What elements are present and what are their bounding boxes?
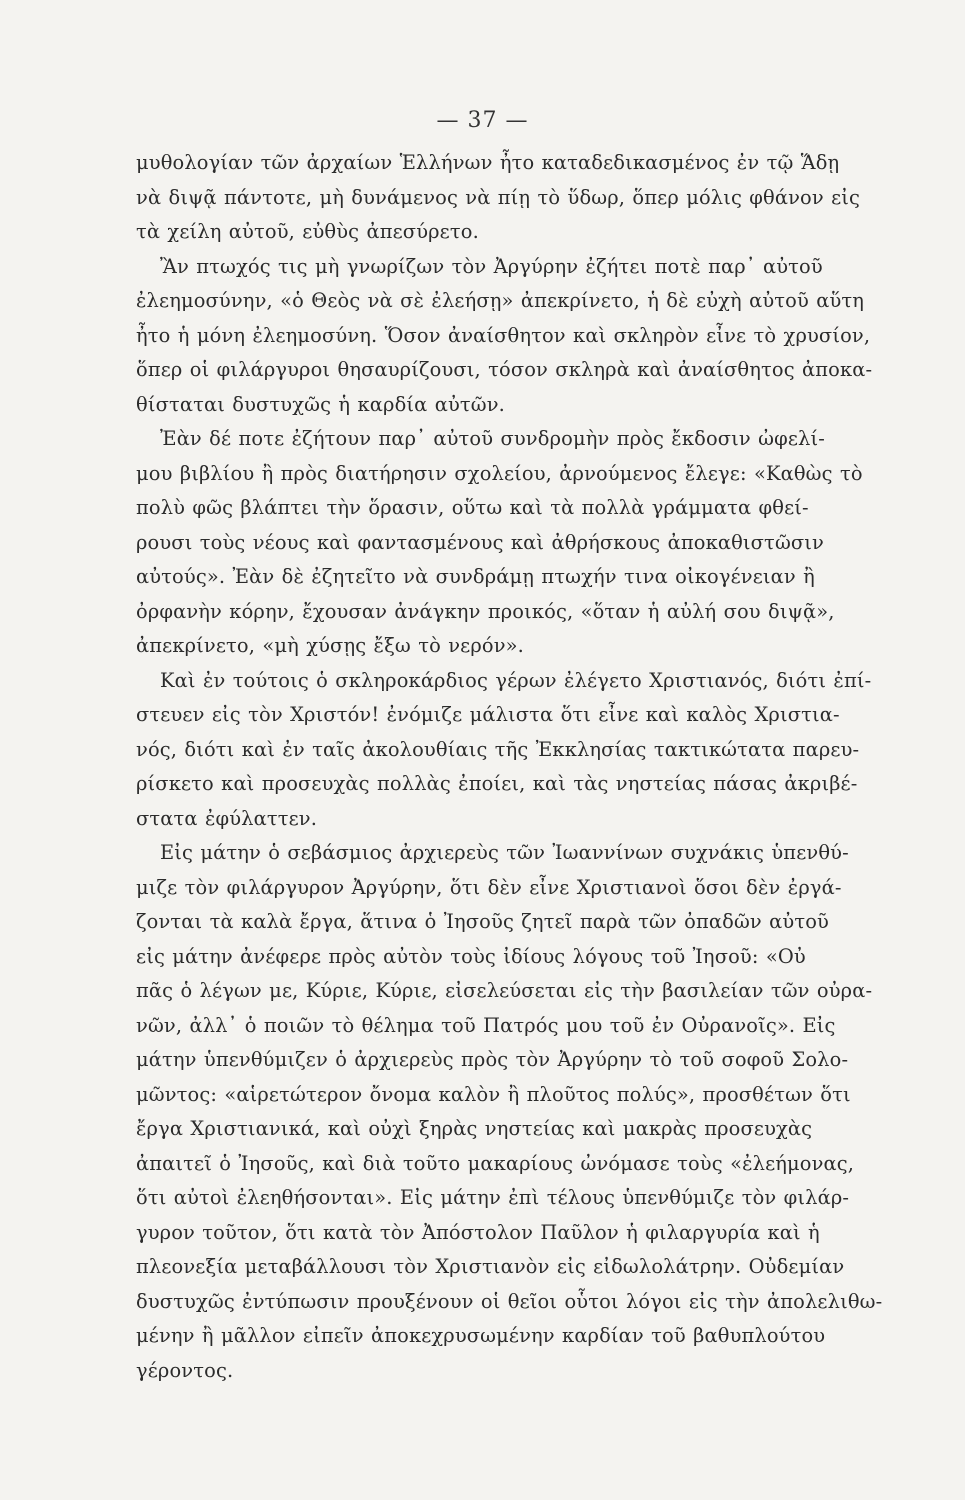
text-line: ἦτο ἡ μόνη ἐλεημοσύνη. Ὅσον ἀναίσθητον καὶ σκληρὸν εἶνε τὸ χρυσίον, xyxy=(136,323,871,347)
text-line: μιζε τὸν φιλάργυρον Ἀργύρην, ὅτι δὲν εἶνε Χριστιανοὶ ὅσοι δὲν ἐργά- xyxy=(136,875,842,899)
text-line: Ἂν πτωχός τις μὴ γνωρίζων τὸν Ἀργύρην ἐζήτει ποτὲ παρ᾽ αὐτοῦ xyxy=(160,254,823,278)
text-line: ἔργα Χριστιανικά, καὶ οὐχὶ ξηρὰς νηστείας καὶ μακρὰς προσευχὰς xyxy=(136,1117,813,1140)
text-line: γυρον τοῦτον, ὅτι κατὰ τὸν Ἀπόστολον Παῦλον ἡ φιλαργυρία καὶ ἡ xyxy=(136,1220,820,1244)
text-line: μυθολογίαν τῶν ἀρχαίων Ἑλλήνων ἦτο καταδεδικασμένος ἐν τῷ Ἅδῃ xyxy=(136,151,840,174)
text-line: στευεν εἰς τὸν Χριστόν! ἐνόμιζε μάλιστα ὅτι εἶνε καὶ καλὸς Χριστια- xyxy=(136,703,840,726)
text-line: Ἐὰν δέ ποτε ἐζήτουν παρ᾽ αὐτοῦ συνδρομὴν πρὸς ἔκδοσιν ὠφελί- xyxy=(160,427,825,450)
text-line: ρουσι τοὺς νέους καὶ φαντασμένους καὶ ἀθρήσκους ἀποκαθιστῶσιν xyxy=(136,530,824,554)
text-line: Καὶ ἐν τούτοις ὁ σκληροκάρδιος γέρων ἐλέγετο Χριστιανός, διότι ἐπί- xyxy=(160,668,872,692)
text-line: ἐλεημοσύνην, «ὁ Θεὸς νὰ σὲ ἐλεήσῃ» ἀπεκρίνετο, ἡ δὲ εὐχὴ αὐτοῦ αὕτη xyxy=(136,289,865,312)
text-line: ὀρφανὴν κόρην, ἔχουσαν ἀνάγκην προικός, «ὅταν ἡ αὐλή σου διψᾷ», xyxy=(136,599,835,623)
text-line: μου βιβλίου ἢ πρὸς διατήρησιν σχολείου, ἀρνούμενος ἔλεγε: «Καθὼς τὸ xyxy=(136,461,863,485)
text-line: μένην ἢ μᾶλλον εἰπεῖν ἀποκεχρυσωμένην καρδίαν τοῦ βαθυπλούτου xyxy=(136,1324,826,1347)
text-line: εἰς μάτην ἀνέφερε πρὸς αὐτὸν τοὺς ἰδίους λόγους τοῦ Ἰησοῦ: «Οὐ xyxy=(136,944,806,968)
text-line: στατα ἐφύλαττεν. xyxy=(136,806,318,830)
text-line: νῶν, ἀλλ᾽ ὁ ποιῶν τὸ θέλημα τοῦ Πατρός μου τοῦ ἐν Οὐρανοῖς». Εἰς xyxy=(136,1013,836,1037)
text-line: μῶντος: «αἱρετώτερον ὄνομα καλὸν ἢ πλοῦτος πολύς», προσθέτων ὅτι xyxy=(136,1082,851,1106)
text-line: ρίσκετο καὶ προσευχὰς πολλὰς ἐποίει, καὶ τὰς νηστείας πάσας ἀκριβέ- xyxy=(136,772,858,795)
page-number: — 37 — xyxy=(436,108,529,133)
text-line: πλεονεξία μεταβάλλουσι τὸν Χριστιανὸν εἰς εἰδωλολάτρην. Οὐδεμίαν xyxy=(136,1255,845,1278)
text-line: ζονται τὰ καλὰ ἔργα, ἅτινα ὁ Ἰησοῦς ζητεῖ παρὰ τῶν ὀπαδῶν αὐτοῦ xyxy=(136,910,829,933)
text-line: νὰ διψᾷ πάντοτε, μὴ δυνάμενος νὰ πίῃ τὸ ὕδωρ, ὅπερ μόλις φθάνον εἰς xyxy=(136,185,861,209)
text-line: αὐτούς». Ἐὰν δὲ ἐζητεῖτο νὰ συνδράμῃ πτωχήν τινα οἰκογένειαν ἢ xyxy=(136,565,815,588)
text-line: πᾶς ὁ λέγων με, Κύριε, Κύριε, εἰσελεύσεται εἰς τὴν βασιλείαν τῶν οὐρα- xyxy=(136,979,873,1002)
text-line: πολὺ φῶς βλάπτει τὴν ὅρασιν, οὕτω καὶ τὰ πολλὰ γράμματα φθεί- xyxy=(136,496,809,519)
text-line: μάτην ὑπενθύμιζεν ὁ ἀρχιερεὺς πρὸς τὸν Ἀργύρην τὸ τοῦ σοφοῦ Σολο- xyxy=(136,1048,849,1071)
text-line: δυστυχῶς ἐντύπωσιν προυξένουν οἱ θεῖοι οὗτοι λόγοι εἰς τὴν ἀπολελιθω- xyxy=(136,1289,883,1313)
text-line: νός, διότι καὶ ἐν ταῖς ἀκολουθίαις τῆς Ἐκκλησίας τακτικώτατα παρευ- xyxy=(136,737,860,761)
body-text xyxy=(136,146,883,1388)
text-line: γέροντος. xyxy=(136,1358,234,1382)
text-line: ὅπερ οἱ φιλάργυροι θησαυρίζουσι, τόσον σκληρὰ καὶ ἀναίσθητος ἀποκα- xyxy=(136,358,873,381)
text-line: ἀπεκρίνετο, «μὴ χύσῃς ἔξω τὸ νερόν». xyxy=(136,634,524,657)
text-line: ὅτι αὐτοὶ ἐλεηθήσονται». Εἰς μάτην ἐπὶ τέλους ὑπενθύμιζε τὸν φιλάρ- xyxy=(136,1186,850,1209)
text-line: ἀπαιτεῖ ὁ Ἰησοῦς, καὶ διὰ τοῦτο μακαρίους ὠνόμασε τοὺς «ἐλεήμονας, xyxy=(136,1151,855,1175)
text-line: τὰ χείλη αὐτοῦ, εὐθὺς ἀπεσύρετο. xyxy=(136,220,479,243)
text-line: Εἰς μάτην ὁ σεβάσμιος ἀρχιερεὺς τῶν Ἰωαννίνων συχνάκις ὑπενθύ- xyxy=(160,841,849,864)
text-line: θίσταται δυστυχῶς ἡ καρδία αὐτῶν. xyxy=(136,392,505,416)
